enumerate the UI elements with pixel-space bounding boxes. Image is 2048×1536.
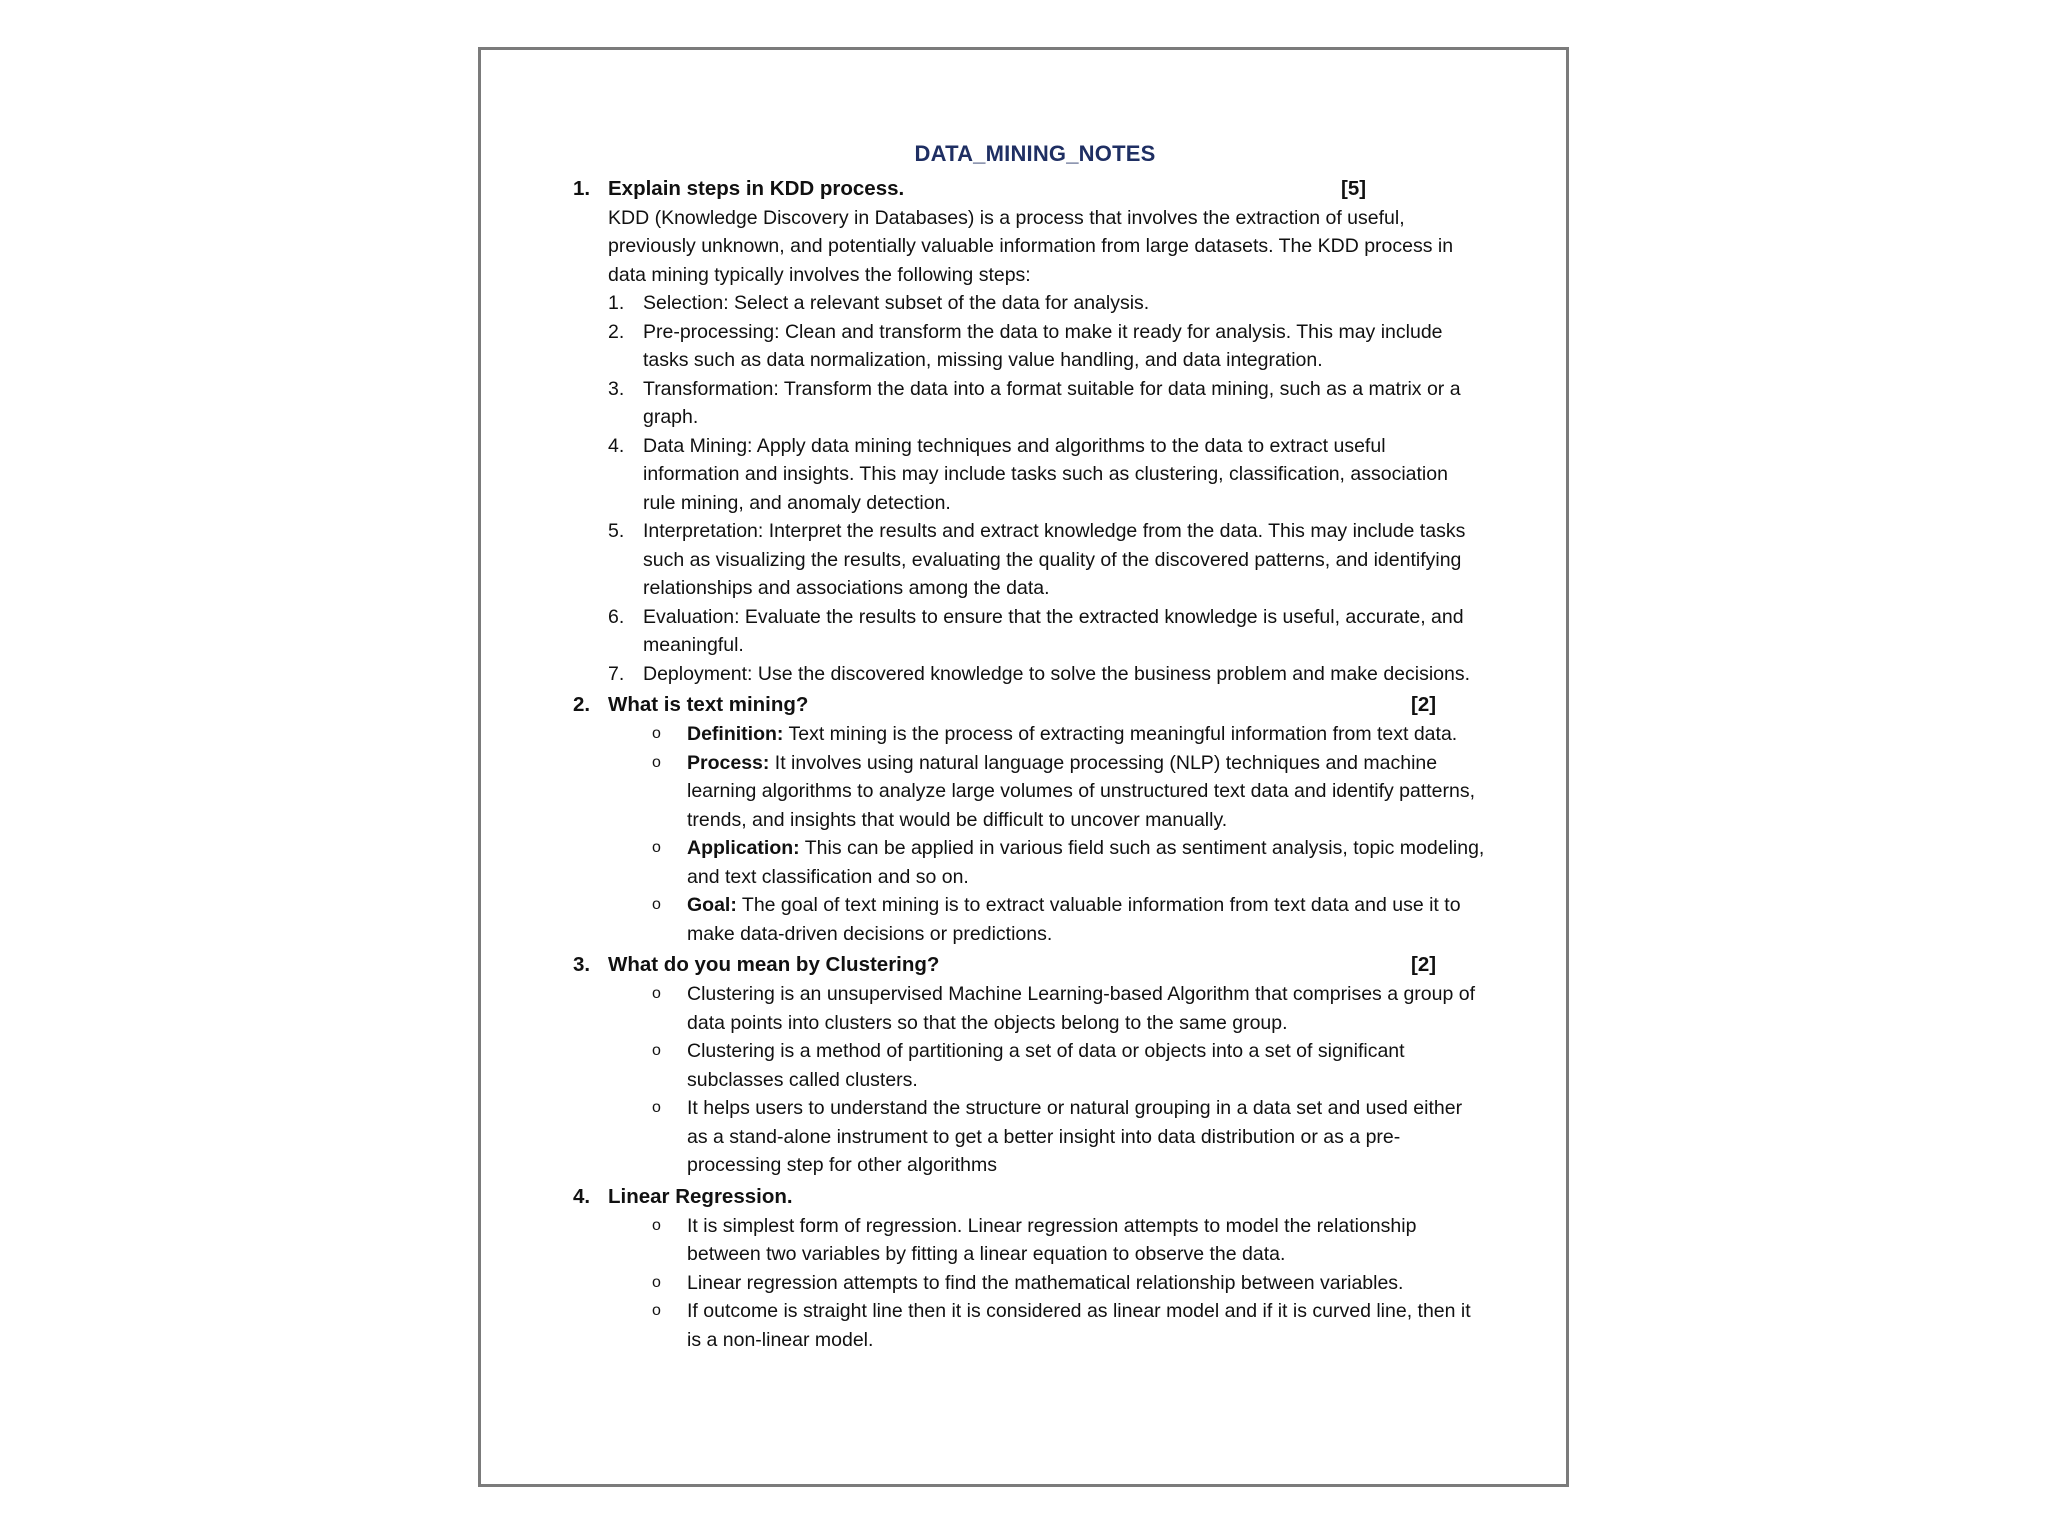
question-text: Explain steps in KDD process. bbox=[608, 176, 905, 200]
step-number: 3. bbox=[608, 377, 625, 400]
linear-regression-list bbox=[652, 1212, 1473, 1355]
bullet-icon: o bbox=[652, 725, 661, 742]
item-text: Linear regression attempts to find the mathematical relationship between variables. bbox=[687, 1271, 1404, 1294]
item-text: If outcome is straight line then it is considered as linear model and if it is curved line, then it is a non-linear model. bbox=[687, 1300, 1471, 1351]
question-number: 1. bbox=[573, 176, 591, 200]
step-text: Interpretation: Interpret the results and extract knowledge from the data. This may include tasks such as visualizing the results, evaluating the quality of the discovered patterns, and identifying relationships and associations among the data. bbox=[643, 520, 1466, 599]
question-heading bbox=[573, 951, 1473, 980]
list-item bbox=[652, 891, 1487, 948]
question-2 bbox=[573, 691, 1485, 948]
list-item bbox=[608, 603, 1473, 660]
list-item bbox=[608, 375, 1473, 432]
question-marks: [2] bbox=[1411, 693, 1437, 716]
question-heading bbox=[573, 1183, 1473, 1212]
bullet-icon: o bbox=[652, 1099, 661, 1116]
step-number: 1. bbox=[608, 292, 625, 314]
document-title: DATA_MINING_NOTES bbox=[914, 141, 1156, 166]
step-text: Data Mining: Apply data mining techniques and algorithms to the data to extract useful information and insights. This may include tasks such as clustering, classification, association rule mining, and anomaly detection. bbox=[643, 434, 1448, 514]
question-intro: KDD (Knowledge Discovery in Databases) is a process that involves the extraction of useful, previously unknown, and potentially valuable information from large datasets. The KDD process in data mining typically involves the following steps: bbox=[608, 206, 1454, 286]
step-text: Evaluation: Evaluate the results to ensure that the extracted knowledge is useful, accurate, and meaningful. bbox=[643, 605, 1464, 656]
bullet-icon: o bbox=[652, 1216, 661, 1234]
bullet-icon: o bbox=[652, 985, 661, 1002]
item-text: Text mining is the process of extracting meaningful information from text data. bbox=[783, 723, 1458, 745]
bullet-icon: o bbox=[652, 1042, 661, 1059]
item-text: It helps users to understand the structure or natural grouping in a data set and used either as a stand-alone instrument to get a better insight into data distribution or as a pre-processing step for other algorithms bbox=[687, 1097, 1463, 1176]
question-4 bbox=[573, 1183, 1473, 1355]
step-number: 5. bbox=[608, 520, 625, 542]
list-item bbox=[652, 834, 1487, 891]
bullet-icon: o bbox=[652, 896, 661, 913]
list-item bbox=[652, 749, 1487, 835]
bullet-icon: o bbox=[652, 753, 661, 771]
item-label: Process: bbox=[687, 751, 770, 774]
question-number: 4. bbox=[573, 1184, 591, 1208]
step-number: 7. bbox=[608, 662, 625, 685]
list-item bbox=[652, 1037, 1487, 1094]
list-item bbox=[608, 660, 1473, 689]
item-text: It is simplest form of regression. Linear regression attempts to model the relationship between two variables by fitting a linear equation to observe the data. bbox=[687, 1214, 1417, 1265]
document-page bbox=[478, 47, 1569, 1487]
step-text: Transformation: Transform the data into a format suitable for data mining, such as a matrix or a graph. bbox=[643, 377, 1461, 428]
question-heading bbox=[573, 691, 1473, 720]
list-item bbox=[652, 1269, 1487, 1298]
step-text: Selection: Select a relevant subset of the data for analysis. bbox=[643, 292, 1150, 314]
question-text: Linear Regression. bbox=[608, 1184, 793, 1208]
clustering-list bbox=[652, 980, 1476, 1180]
step-text: Pre-processing: Clean and transform the data to make it ready for analysis. This may include tasks such as data normalization, missing value handling, and data integration. bbox=[643, 320, 1443, 371]
question-heading bbox=[573, 175, 1473, 204]
question-3 bbox=[573, 951, 1476, 1180]
question-text: What do you mean by Clustering? bbox=[608, 953, 940, 976]
question-marks: [5] bbox=[1341, 176, 1367, 200]
item-text: Clustering is a method of partitioning a set of data or objects into a set of significant subclasses called clusters. bbox=[687, 1040, 1405, 1091]
question-number: 3. bbox=[573, 953, 591, 976]
item-text: The goal of text mining is to extract valuable information from text data and use it to make data-driven decisions or predictions. bbox=[687, 894, 1461, 945]
question-text: What is text mining? bbox=[608, 693, 809, 716]
list-item bbox=[608, 517, 1473, 603]
list-item bbox=[652, 1297, 1487, 1354]
step-number: 2. bbox=[608, 320, 625, 343]
step-number: 4. bbox=[608, 434, 625, 457]
list-item bbox=[608, 318, 1473, 375]
kdd-steps-list bbox=[608, 289, 1473, 688]
list-item bbox=[652, 1212, 1487, 1269]
bullet-icon: o bbox=[652, 1302, 661, 1319]
bullet-icon: o bbox=[652, 839, 661, 856]
item-label: Application: bbox=[687, 837, 800, 859]
step-number: 6. bbox=[608, 605, 625, 628]
list-item bbox=[652, 720, 1487, 749]
item-text: It involves using natural language processing (NLP) techniques and machine learning algorithms to analyze large volumes of unstructured text data and identify patterns, trends, and insights that would be difficult to uncover manually. bbox=[687, 751, 1476, 831]
question-marks: [2] bbox=[1411, 953, 1437, 976]
item-text: This can be applied in various field such as sentiment analysis, topic modeling, and text classification and so on. bbox=[687, 837, 1485, 888]
list-item bbox=[608, 432, 1473, 518]
text-mining-list bbox=[652, 720, 1485, 948]
question-number: 2. bbox=[573, 693, 591, 716]
list-item bbox=[652, 980, 1487, 1037]
item-text: Clustering is an unsupervised Machine Learning-based Algorithm that comprises a group of data points into clusters so that the objects belong to the same group. bbox=[687, 983, 1476, 1034]
list-item bbox=[608, 289, 1473, 318]
item-label: Definition: bbox=[687, 723, 784, 745]
page-content bbox=[573, 140, 1485, 1354]
question-1 bbox=[573, 175, 1473, 689]
bullet-icon: o bbox=[652, 1273, 661, 1291]
list-item bbox=[652, 1094, 1487, 1180]
step-text: Deployment: Use the discovered knowledge to solve the business problem and make decisions. bbox=[643, 662, 1471, 685]
item-label: Goal: bbox=[687, 894, 737, 916]
